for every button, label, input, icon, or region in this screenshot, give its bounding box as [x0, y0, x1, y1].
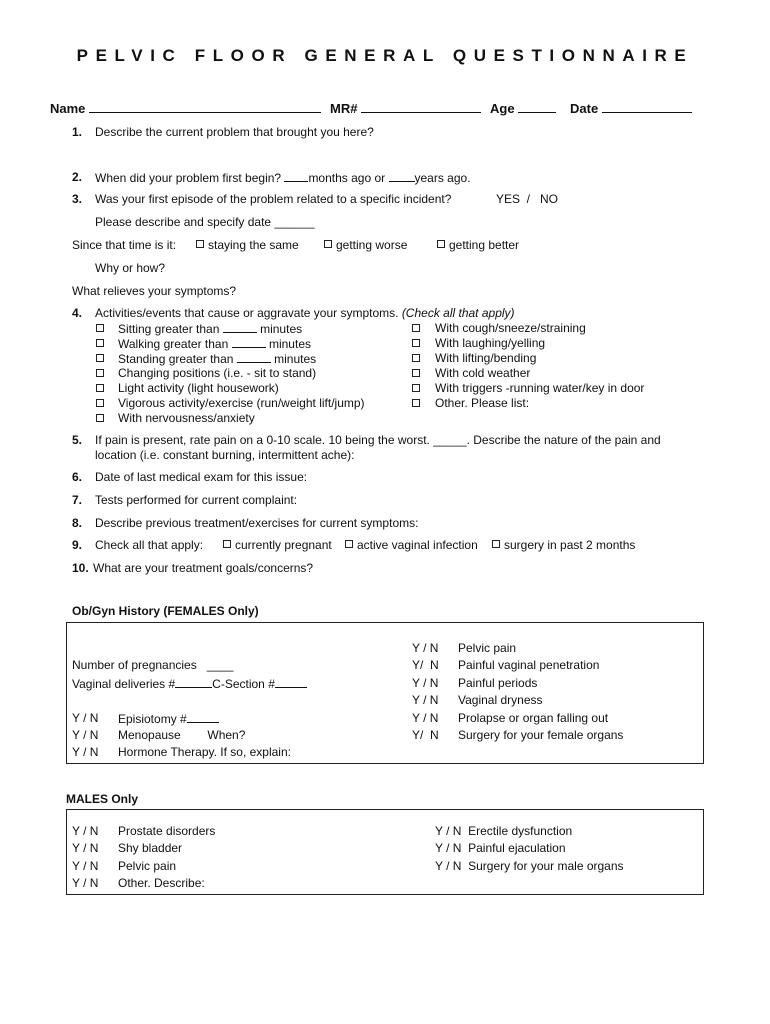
q9-option-label: active vaginal infection: [357, 538, 478, 552]
q1-number: 1.: [72, 125, 83, 139]
q4-item-cold: With cold weather: [435, 366, 531, 380]
q9-option-surgery[interactable]: [492, 538, 635, 552]
shy-bladder-label: Shy bladder: [118, 841, 183, 855]
checkbox-icon[interactable]: [492, 540, 500, 548]
male-surgery-item[interactable]: Y / N Surgery for your male organs: [435, 859, 624, 873]
yes-no-toggle[interactable]: Y / N: [72, 859, 99, 873]
checkbox-icon[interactable]: [324, 240, 332, 248]
q9-option-label: surgery in past 2 months: [504, 538, 636, 552]
yes-no-toggle[interactable]: Y/ N: [412, 658, 439, 672]
vaginal-label: Vaginal deliveries #: [72, 677, 176, 691]
vaginal-penetration-label: Painful vaginal penetration: [458, 658, 600, 672]
q10-number: 10.: [72, 561, 89, 575]
minutes-label: minutes: [274, 352, 317, 366]
since-label: Since that time is it:: [72, 238, 177, 252]
months-line[interactable]: [284, 170, 308, 182]
ejaculation-item[interactable]: Y / N Painful ejaculation: [435, 841, 566, 855]
page-title: PELVIC FLOOR GENERAL QUESTIONNAIRE: [76, 46, 694, 65]
q9-number: 9.: [72, 538, 83, 552]
checkbox-icon[interactable]: [412, 399, 420, 407]
pregnancies-field[interactable]: Number of pregnancies ____: [72, 658, 234, 672]
q2-part-a: When did your problem first begin?: [95, 171, 282, 185]
yes-no-toggle[interactable]: Y/ N: [412, 728, 439, 742]
q4-question: Activities/events that cause or aggravate your symptoms.: [95, 306, 399, 320]
checkbox-icon[interactable]: [96, 384, 104, 392]
q4-item-other: Other. Please list:: [435, 396, 530, 410]
since-option-better[interactable]: [437, 238, 519, 252]
minutes-line[interactable]: [237, 351, 271, 363]
checkbox-icon[interactable]: [412, 369, 420, 377]
age-label: Age: [490, 101, 515, 116]
episiotomy-line[interactable]: [187, 711, 219, 723]
yes-no-toggle[interactable]: Y / N: [72, 841, 99, 855]
yes-no-toggle[interactable]: Y / N: [412, 641, 439, 655]
episiotomy-field: [118, 711, 219, 726]
q4-item-label: Standing greater than: [118, 352, 234, 366]
q4-item-label: Walking greater than: [118, 337, 229, 351]
date-label: Date: [570, 101, 599, 116]
checkbox-icon[interactable]: [96, 369, 104, 377]
q5-number: 5.: [72, 433, 83, 447]
q4-item-cough: With cough/sneeze/straining: [435, 321, 586, 335]
yes-no-toggle[interactable]: Y / N: [412, 711, 439, 725]
name-label: Name: [50, 101, 86, 116]
q4-item-walking: [118, 336, 311, 351]
mr-line: [361, 101, 481, 113]
q9-option-infection[interactable]: [345, 538, 478, 552]
name-field[interactable]: [50, 101, 321, 116]
males-heading: MALES Only: [66, 792, 139, 806]
q6-text: Date of last medical exam for this issue:: [95, 470, 308, 484]
q4-item-standing: [118, 351, 316, 366]
menopause-label: Menopause When?: [118, 728, 246, 742]
yes-no-toggle[interactable]: Y / N: [412, 676, 439, 690]
csection-line[interactable]: [275, 676, 307, 688]
episiotomy-label: Episiotomy #: [118, 712, 187, 726]
q3-text: Was your first episode of the problem related to a specific incident?: [95, 192, 452, 206]
years-line[interactable]: [389, 170, 415, 182]
q6-number: 6.: [72, 470, 83, 484]
minutes-label: minutes: [268, 337, 311, 351]
checkbox-icon[interactable]: [412, 354, 420, 362]
name-line: [89, 101, 321, 113]
q3-yes-no[interactable]: YES / NO: [496, 192, 559, 206]
q9-option-pregnant[interactable]: [223, 538, 332, 552]
checkbox-icon[interactable]: [412, 324, 420, 332]
deliveries-field[interactable]: [72, 676, 307, 691]
mr-label: MR#: [330, 101, 358, 116]
q8-number: 8.: [72, 516, 83, 530]
q4-item-triggers: With triggers -running water/key in door: [435, 381, 645, 395]
q4-item-sitting: [118, 321, 302, 336]
since-option-label: getting better: [449, 238, 520, 252]
obgyn-box: [66, 622, 704, 764]
checkbox-icon[interactable]: [345, 540, 353, 548]
q4-number: 4.: [72, 306, 83, 320]
q1-text: Describe the current problem that brought you here?: [95, 125, 374, 139]
checkbox-icon[interactable]: [96, 339, 104, 347]
q4-item-changing: Changing positions (i.e. - sit to stand): [118, 366, 317, 380]
date-line: [602, 101, 692, 113]
age-field[interactable]: [490, 101, 556, 116]
q7-text: Tests performed for current complaint:: [95, 493, 298, 507]
hormone-label: Hormone Therapy. If so, explain:: [118, 745, 291, 759]
checkbox-icon[interactable]: [96, 414, 104, 422]
painful-periods-label: Painful periods: [458, 676, 538, 690]
male-pelvic-pain-label: Pelvic pain: [118, 859, 177, 873]
q5-line2: location (i.e. constant burning, intermittent ache):: [95, 448, 355, 462]
yes-no-toggle[interactable]: Y / N: [72, 876, 99, 890]
vaginal-line[interactable]: [175, 676, 212, 688]
minutes-line[interactable]: [232, 336, 266, 348]
obgyn-heading: Ob/Gyn History (FEMALES Only): [72, 604, 259, 618]
since-option-label: getting worse: [336, 238, 408, 252]
prolapse-label: Prolapse or organ falling out: [458, 711, 609, 725]
q4-note: (Check all that apply): [401, 306, 515, 320]
since-option-same[interactable]: [196, 238, 299, 252]
mr-field[interactable]: [330, 101, 481, 116]
q4-item-light: Light activity (light housework): [118, 381, 279, 395]
checkbox-icon[interactable]: [437, 240, 445, 248]
q2-part-c: years ago.: [414, 171, 471, 185]
checkbox-icon[interactable]: [223, 540, 231, 548]
q7-number: 7.: [72, 493, 83, 507]
yes-no-toggle[interactable]: Y / N: [412, 693, 439, 707]
female-surgery-label: Surgery for your female organs: [458, 728, 624, 742]
q5-line1: If pain is present, rate pain on a 0-10 scale. 10 being the worst. _____. Describe the nature of the pain and: [95, 433, 661, 447]
q4-item-lifting: With lifting/bending: [435, 351, 537, 365]
q2-number: 2.: [72, 170, 83, 184]
q8-text: Describe previous treatment/exercises for current symptoms:: [95, 516, 419, 530]
checkbox-icon[interactable]: [412, 339, 420, 347]
pelvic-pain-label: Pelvic pain: [458, 641, 517, 655]
checkbox-icon[interactable]: [96, 324, 104, 332]
q3-number: 3.: [72, 192, 83, 206]
q2-text: [95, 170, 471, 185]
q2-part-b: months ago or: [308, 171, 386, 185]
checkbox-icon[interactable]: [96, 399, 104, 407]
q4-item-nervousness: With nervousness/anxiety: [118, 411, 255, 425]
q4-text: [95, 306, 515, 320]
age-line: [518, 101, 556, 113]
vaginal-dryness-label: Vaginal dryness: [458, 693, 543, 707]
q9-text: Check all that apply:: [95, 538, 204, 552]
checkbox-icon[interactable]: [412, 384, 420, 392]
date-field[interactable]: [570, 101, 692, 116]
minutes-line[interactable]: [223, 321, 257, 333]
q10-text: What are your treatment goals/concerns?: [93, 561, 314, 575]
csection-label: C-Section #: [212, 677, 275, 691]
q9-option-label: currently pregnant: [235, 538, 332, 552]
q3-describe: Please describe and specify date ______: [95, 215, 315, 229]
yes-no-toggle[interactable]: Y / N: [72, 745, 99, 759]
yes-no-toggle[interactable]: Y / N: [72, 824, 99, 838]
since-option-label: staying the same: [208, 238, 299, 252]
minutes-label: minutes: [260, 322, 303, 336]
prostate-label: Prostate disorders: [118, 824, 216, 838]
q4-item-laughing: With laughing/yelling: [435, 336, 546, 350]
checkbox-icon[interactable]: [196, 240, 204, 248]
yes-no-toggle[interactable]: Y / N: [72, 728, 99, 742]
male-other-label: Other. Describe:: [118, 876, 205, 890]
relieves-question: What relieves your symptoms?: [72, 284, 237, 298]
why-how: Why or how?: [95, 261, 166, 275]
yes-no-toggle[interactable]: Y / N: [72, 711, 99, 725]
erectile-item[interactable]: Y / N Erectile dysfunction: [435, 824, 573, 838]
checkbox-icon[interactable]: [96, 354, 104, 362]
since-option-worse[interactable]: [324, 238, 407, 252]
q4-item-label: Sitting greater than: [118, 322, 220, 336]
q4-item-vigorous: Vigorous activity/exercise (run/weight lift/jump): [118, 396, 365, 410]
